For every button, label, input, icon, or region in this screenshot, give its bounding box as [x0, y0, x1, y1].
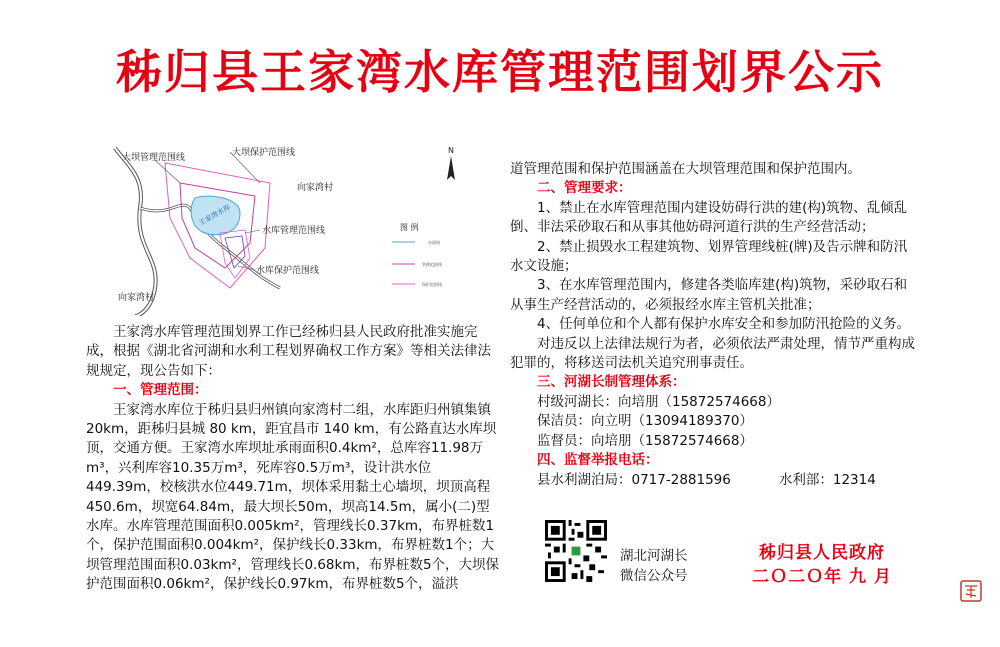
svg-text:N: N — [448, 146, 454, 155]
river-chief: 村级河湖长：向培朋（15872574668） — [537, 393, 780, 410]
reservoir-label: 王家湾水库 — [197, 203, 232, 228]
label-village-2: 向家湾村 — [118, 293, 155, 303]
section-4-heading: 四、监督举报电话： — [537, 452, 659, 469]
qr-code-icon — [545, 520, 607, 582]
page-title: 秭归县王家湾水库管理范围划界公示 — [116, 45, 884, 99]
right-column — [510, 160, 920, 490]
legend-title: 图 例 — [400, 223, 419, 232]
qr-caption — [620, 546, 688, 586]
reservoir-map — [110, 138, 500, 316]
legend-item-protect: 保护范围线 — [422, 282, 442, 287]
issuer-block — [742, 541, 902, 589]
qr-caption-line-1: 湖北河湖长 — [620, 548, 688, 564]
section-1-heading: 一、管理范围： — [113, 382, 208, 399]
stamp-icon — [958, 578, 984, 604]
label-dam-mgmt-line: 大坝管理范围线 — [122, 153, 186, 163]
intro-text: 王家湾水库管理范围划界工作已经秭归县人民政府批准实施完成，根据《湖北省河湖和水利工程划界确权工作方案》等相关法律法规规定，现公告如下： — [86, 324, 491, 379]
legend-item-water: 水面线 — [428, 240, 440, 245]
label-village-1: 向家湾村 — [297, 183, 334, 193]
penalty-text: 对违反以上法律法规行为者，必须依法严肃处理，情节严重构成犯罪的，将移送司法机关追究刑事责任。 — [510, 335, 915, 372]
left-column — [86, 323, 500, 595]
section-1-body: 王家湾水库位于秭归县归州镇向家湾村二组，水库距归州镇集镇20km，距秭归县城 80 km，距宜昌市 140 km，有公路直达水库坝顶，交通方便。王家湾水库坝址承雨面积0.4km²，总库容11.98万m³，兴利库容10.35万m³，死库容0.5万m³，设计洪水位449.39m，校核洪水位449.71m，坝体采用黏土心墙坝，坝顶高程450.6m，坝宽64.84m，最大坝长50m，坝高14.5m，属小(二)型水库。水库管理范围面积0.005km²，管理线长0.37km，布界桩数1个，保护范围面积0.004km²，保护线长0.33km，布界桩数1个；大坝管理范围面积0.03km²，管理线长0.68km，布界桩数5个，大坝保护范围面积0.06km²，保护线长0.97km，布界桩数5个，溢洪 — [86, 401, 500, 593]
label-dam-protect-line: 大坝保护范围线 — [232, 148, 296, 158]
section-2-heading: 二、管理要求： — [537, 180, 632, 197]
legend-item-mgmt: 管理范围线 — [422, 262, 442, 267]
phone-county: 县水利湖泊局：0717-2881596 — [537, 471, 731, 488]
issuer-name: 秭归县人民政府 — [759, 543, 885, 563]
requirement-3: 3、在水库管理范围内，修建各类临库建(构)筑物，采砂取石和从事生产经营活动的，必须报经水库主管机关批准； — [510, 277, 908, 313]
section-3-heading: 三、河湖长制管理体系： — [537, 374, 686, 391]
requirement-2: 2、禁止损毁水工程建筑物、划界管理线桩(牌)及告示牌和防汛水文设施； — [510, 238, 908, 275]
label-res-protect-line: 水库保护范围线 — [256, 266, 320, 276]
label-res-mgmt-line: 水库管理范围线 — [262, 226, 326, 236]
report-phones — [510, 471, 920, 490]
requirement-1: 1、禁止在水库管理范围内建设妨碍行洪的建(构)筑物、乱倾乱倒、非法采砂取石和从事其他妨碍河道行洪的生产经营活动； — [510, 199, 908, 236]
section-1-continued: 道管理范围和保护范围涵盖在大坝管理范围和保护范围内。 — [510, 161, 861, 177]
requirement-4: 4、任何单位和个人都有保护水库安全和参加防汛抢险的义务。 — [537, 316, 911, 333]
supervisor: 监督员：向培朋（15872574668） — [537, 432, 753, 449]
issue-date: 二Ｏ二Ｏ年 九 月 — [752, 567, 892, 587]
north-arrow-icon — [447, 146, 455, 180]
phone-ministry: 水利部：12314 — [778, 471, 876, 488]
qr-caption-line-2: 微信公众号 — [620, 568, 688, 584]
cleaner: 保洁员：向立明（13094189370） — [537, 413, 753, 430]
